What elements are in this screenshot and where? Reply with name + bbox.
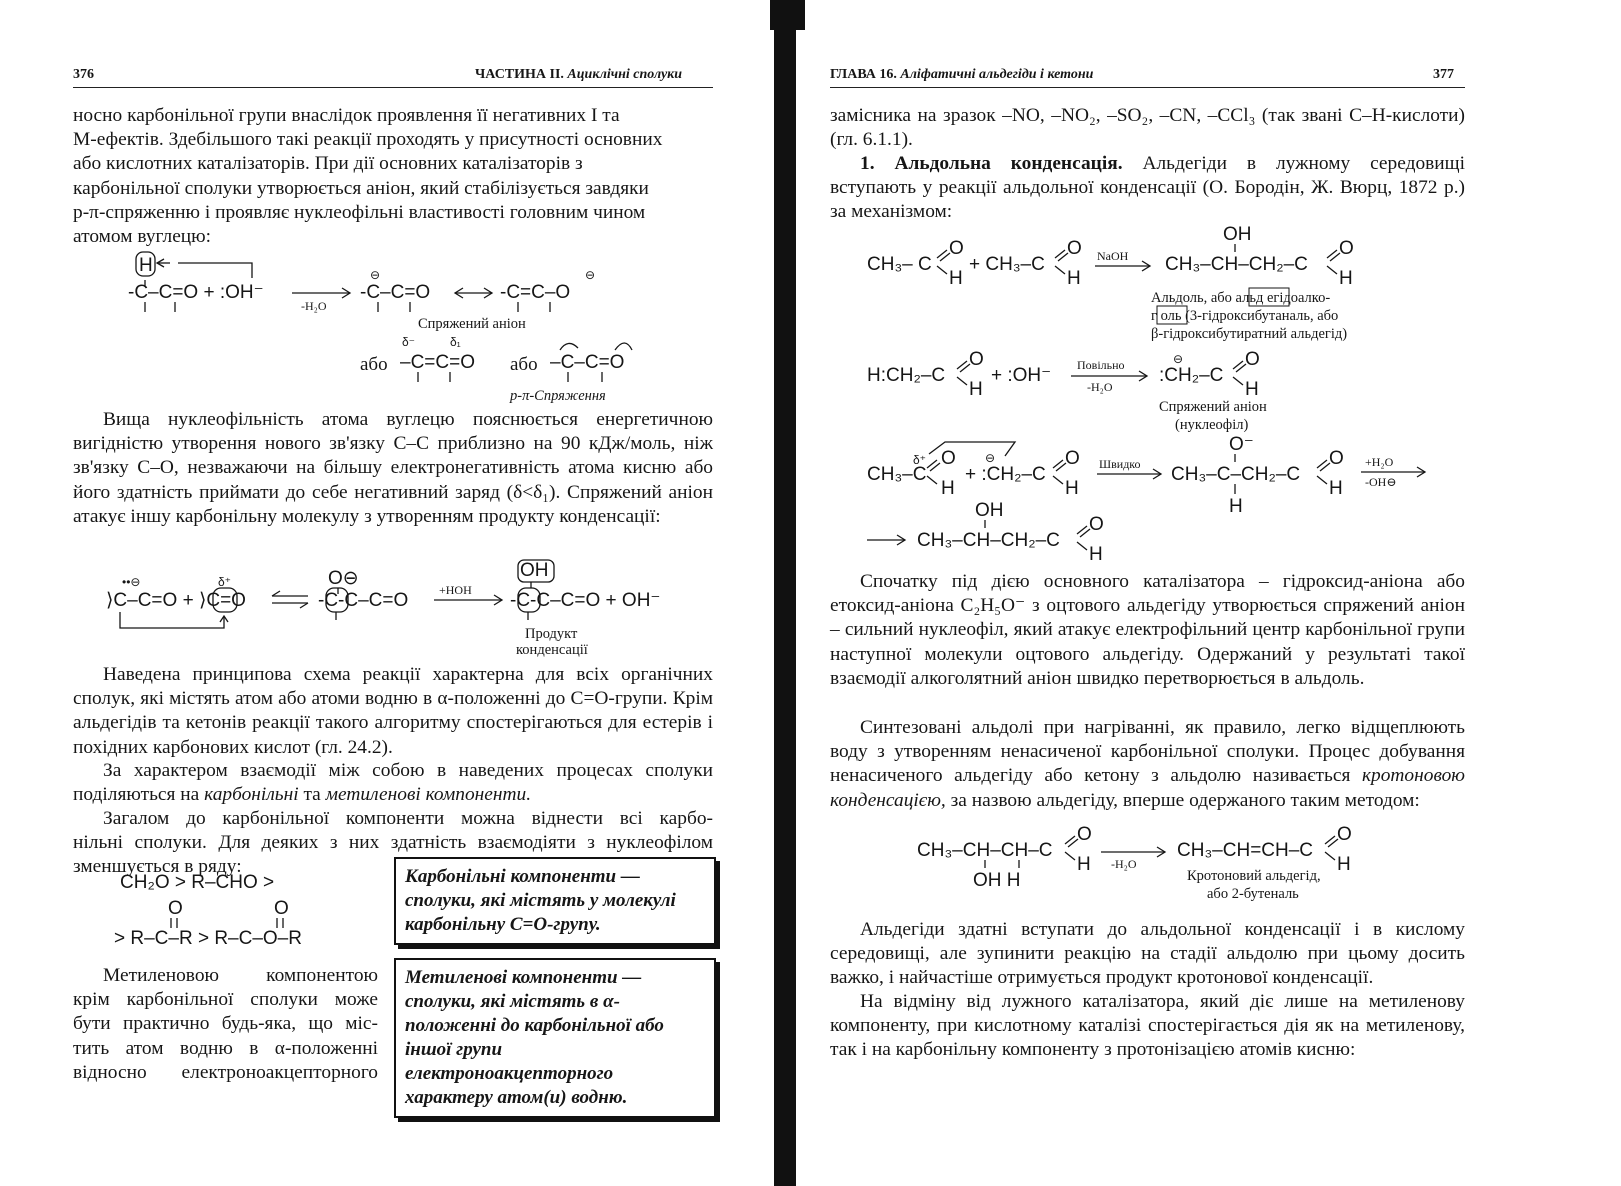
- caption-aldol-line3: β-гідроксибутиратний альдегід): [1151, 326, 1348, 342]
- svg-text:H: H: [139, 255, 153, 276]
- svg-text:–C=C=O: –C=C=O: [400, 352, 475, 373]
- svg-text:OH: OH: [1223, 224, 1252, 245]
- svg-text:H: H: [949, 268, 963, 289]
- svg-text:CH₃–CH–CH₂–C: CH₃–CH–CH₂–C: [1165, 254, 1308, 275]
- paragraph-scheme-note: [73, 663, 713, 760]
- svg-text:O: O: [969, 349, 984, 370]
- text-line: відносно електроноакцепторного: [73, 1061, 378, 1083]
- svg-text:-C-C–C=O + OH⁻: -C-C–C=O + OH⁻: [510, 590, 661, 611]
- paragraph-components: [73, 759, 713, 807]
- svg-text::CH₂–C: :CH₂–C: [1159, 365, 1224, 386]
- definition-text: Метиленові компоненти — сполуки, які містять в α-положенні до карбонільної або іншої групи електроноакцепторного характеру атом(и) водню.: [405, 967, 664, 1108]
- paragraph-text: За характером взаємодії між собою в наведених процесах сполуки поділяються на: [73, 760, 713, 806]
- svg-text:H: H: [941, 478, 955, 499]
- reagent-plus-water: +H₂O: [1365, 455, 1394, 469]
- svg-text:CH₃–CH=CH–C: CH₃–CH=CH–C: [1177, 840, 1314, 861]
- text-line: носно карбонільної групи внаслідок проявлення її негативних I та: [73, 105, 620, 126]
- svg-text:CH₃–C: CH₃–C: [867, 464, 927, 485]
- left-page: [0, 0, 770, 1186]
- svg-text:+ CH₃–C: + CH₃–C: [969, 254, 1045, 275]
- or-word: або: [360, 354, 388, 375]
- book-spine-shadow: [770, 0, 805, 1186]
- svg-text:δ₁: δ₁: [450, 335, 461, 349]
- text-line: Метиленовою компонентою: [103, 965, 378, 986]
- paragraph-nucleophilicity: [73, 408, 713, 529]
- reagent-label: -H₂O: [301, 299, 327, 313]
- svg-text:+ :CH₂–C: + :CH₂–C: [965, 464, 1046, 485]
- reagent-minus-hydroxide: -OH⊖: [1365, 475, 1397, 489]
- running-head-title: Аліфатичні альдегіди і кетони: [900, 67, 1094, 82]
- svg-text:H: H: [969, 379, 983, 400]
- definition-text: Карбонільні компоненти — сполуки, які містять у молекулі карбонільну C=O-групу.: [405, 866, 676, 935]
- svg-text:H: H: [1329, 478, 1343, 499]
- paragraph-methylene: [73, 964, 378, 1085]
- running-head-right: [830, 66, 1093, 84]
- caption-aldol-line1: Альдоль, або альд егідоалко-: [1151, 290, 1331, 306]
- svg-text:CH₃– C: CH₃– C: [867, 254, 932, 275]
- paragraph-crotonic: [830, 716, 1465, 813]
- svg-text:••⊖: ••⊖: [122, 575, 141, 589]
- svg-text:O⊖: O⊖: [328, 568, 359, 589]
- svg-text:⊖: ⊖: [985, 451, 996, 465]
- svg-text:O: O: [1337, 824, 1352, 845]
- svg-text:OH: OH: [520, 560, 549, 581]
- svg-text:CH₃–C–CH₂–C: CH₃–C–CH₂–C: [1171, 464, 1301, 485]
- svg-text:H: H: [1337, 854, 1351, 875]
- scheme-enolate-formation: [120, 250, 680, 410]
- paragraph-text: На відміну від лужного каталізатора, який діє лише на метиленову компоненту, при кислотному каталізі спостерігається дія як на метиленову, так і на карбонільну компоненту з протонізацією атомів кисню:: [830, 991, 1465, 1061]
- term-methylene: метиленові компоненти.: [325, 784, 532, 806]
- svg-text:H: H: [1077, 854, 1091, 875]
- text-line: карбонільної сполуки утворюється аніон, який стабілізується завдяки: [73, 177, 649, 199]
- caption-product-line2: конденсації: [516, 642, 588, 658]
- caption-crotonaldehyde: Кротоновий альдегід,: [1187, 868, 1321, 884]
- svg-text:H: H: [1089, 544, 1103, 565]
- svg-text:δ⁺: δ⁺: [218, 575, 232, 589]
- svg-text:H: H: [1339, 268, 1353, 289]
- svg-text:–C–C=O: –C–C=O: [550, 352, 625, 373]
- svg-text:H: H: [1065, 478, 1079, 499]
- svg-text:δ⁺: δ⁺: [913, 453, 927, 467]
- text-line: зменшується в ряду:: [73, 856, 242, 878]
- svg-text:O⁻: O⁻: [1229, 434, 1254, 455]
- header-rule: [830, 87, 1465, 88]
- svg-text:CH₃–CH–CH₂–C: CH₃–CH–CH₂–C: [917, 530, 1060, 551]
- svg-text:OH: OH: [975, 500, 1004, 521]
- paragraph-text: Синтезовані альдолі при нагріванні, як правило, легко відщеплюють воду з утворенням ненасиченої карбонільної сполуки. Процес добування ненасиченого альдегіду або кетону з альдолю називається: [830, 717, 1465, 787]
- text-line: p-π-спряженню і проявляє нуклеофільні властивості головним чином: [73, 201, 646, 223]
- paragraph-continued: [830, 104, 1465, 152]
- running-head-title: Ациклічні сполуки: [567, 67, 683, 82]
- svg-text:O: O: [949, 238, 964, 259]
- svg-text:⊖: ⊖: [370, 268, 381, 282]
- svg-text:H: H: [1245, 379, 1259, 400]
- svg-text:H: H: [1067, 268, 1081, 289]
- svg-text:O: O: [168, 898, 183, 919]
- paragraph-mechanism: [830, 570, 1465, 691]
- paragraph-text: замісника на зразок –NO, –NO₂, –SO₂, –CN, –CCl₃ (так звані C–H-кислоти) (гл. 6.1.1).: [830, 105, 1465, 151]
- svg-text:+ :OH⁻: + :OH⁻: [991, 365, 1052, 386]
- paragraph-acid-catalysis: [830, 990, 1465, 1063]
- svg-text:O: O: [1089, 514, 1104, 535]
- caption-conjugated-anion: Спряжений аніон: [1159, 399, 1267, 415]
- definition-box-methylene: [394, 958, 716, 1118]
- right-page: [805, 0, 1621, 1186]
- svg-text:O: O: [941, 448, 956, 469]
- running-head-part: ЧАСТИНА II.: [475, 67, 564, 82]
- caption-nucleophile: (нуклеофіл): [1175, 417, 1249, 433]
- reactivity-series: [110, 866, 380, 952]
- definition-box-carbonyl: [394, 857, 716, 945]
- svg-text:CH₃–CH–CH–C: CH₃–CH–CH–C: [917, 840, 1053, 861]
- paragraph-text: Наведена принципова схема реакції характерна для всіх органічних сполук, які містять атом або атоми водню в α-положенні до C=O-групи. Крім альдегідів та кетонів реакції такого алгоритму спостерігаються для естерів і похідних карбонових кислот (гл. 24.2).: [73, 664, 713, 758]
- reagent-hoh: +HOH: [439, 583, 472, 597]
- paragraph-text: Альдегіди в лужному середовищі вступають у реакції альдольної конденсації (О. Бородін, Ж. Вюрц, 1872 р.) за механізмом:: [830, 153, 1465, 223]
- running-head-part: ГЛАВА 16.: [830, 67, 897, 82]
- text-line: тить атом водню в α-положенні: [73, 1037, 378, 1059]
- svg-text:⟩C–C=O + ⟩C=O: ⟩C–C=O + ⟩C=O: [106, 590, 246, 611]
- caption-conjugated-anion: Спряжений аніон: [418, 316, 526, 332]
- series-line1: CH₂O > R–CHO >: [120, 872, 275, 893]
- paragraph-text: та: [303, 784, 321, 806]
- caption-product-line1: Продукт: [525, 626, 578, 642]
- scheme-condensation: [100, 556, 720, 662]
- svg-text:O: O: [274, 898, 289, 919]
- paragraph-acidic-aldol: [830, 918, 1465, 991]
- svg-text:δ⁻: δ⁻: [402, 335, 416, 349]
- svg-text:-C=C–O: -C=C–O: [500, 282, 571, 303]
- svg-text:H: H: [1229, 496, 1243, 517]
- reagent-naoh: NaOH: [1097, 249, 1129, 263]
- text-line: нільні сполуки. Для деяких з них здатність взаємодіяти з нуклеофілом: [73, 832, 713, 854]
- term-crotonic-condensation: кротоновою конденсацією,: [830, 765, 1465, 811]
- text-line: M-ефектів. Здебільшого такі реакції проходять у присутності основних: [73, 129, 663, 151]
- svg-text:⊖: ⊖: [585, 268, 596, 282]
- svg-text:O: O: [1065, 448, 1080, 469]
- paragraph-text: Вища нуклеофільність атома вуглецю пояснюється енергетичною вигідністю утворення нового зв'язку C–C приблизно на 90 кДж/моль, ніж зв'язку C–O, незважаючи на більшу електронегативність атома кисню або його здатність приймати до себе негативний заряд (δ<δ₁). Спряжений аніон атакує іншу карбонільну молекулу з утворенням продукту конденсації:: [73, 409, 713, 527]
- scheme-step1-enolate: [865, 345, 1465, 437]
- text-line: атомом вуглецю:: [73, 226, 212, 248]
- page-number-left: 376: [73, 67, 94, 82]
- caption-p-pi-conjugation: p-π-Спряження: [510, 388, 606, 404]
- reagent-slowly: Повільно: [1077, 358, 1125, 372]
- reagent-dehydration: -H₂O: [1111, 857, 1137, 871]
- series-line2: > R–C–R > R–C–O–R: [114, 928, 302, 949]
- svg-text:O: O: [1067, 238, 1082, 259]
- reagent-minus-water: -H₂O: [1087, 380, 1113, 394]
- caption-aldol-line2: г оль (3-гідроксибутаналь, або: [1151, 308, 1339, 324]
- svg-text:H:CH₂–C: H:CH₂–C: [867, 365, 946, 386]
- caption-2-butenal: або 2-бутеналь: [1207, 886, 1299, 902]
- paragraph-text: Спочатку під дією основного каталізатора – гідроксид-аніона або етоксид-аніона C₂H₅O⁻ з оцтового альдегіду утворюється спряжений аніон – сильний нуклеофіл, який атакує електрофільний центр карбонільної групи наступної молекули оцтового альдегіду. Одержаний у результаті такої взаємодії алкоголятний аніон швидко перетворюється в альдоль.: [830, 571, 1465, 689]
- svg-text:⊖: ⊖: [1173, 352, 1184, 366]
- svg-text:-C–C=O: -C–C=O: [360, 282, 431, 303]
- scheme-aldol-overall: [865, 222, 1465, 347]
- svg-text:O: O: [1329, 448, 1344, 469]
- paragraph-text: Альдегіди здатні вступати до альдольної конденсації і в кислому середовищі, але зупинити реакцію на стадії альдолю при цьому досить важко, і найчастіше отримується продукт кротонової конденсації.: [830, 919, 1465, 989]
- paragraph-aldol-intro: [830, 152, 1465, 225]
- scheme-step2-addition: [865, 432, 1475, 567]
- page-number-right: 377: [1433, 67, 1454, 82]
- text-line: крім карбонільної сполуки може: [73, 989, 378, 1011]
- svg-text:-C–C=O + :OH⁻: -C–C=O + :OH⁻: [128, 282, 264, 303]
- svg-text:O: O: [1245, 349, 1260, 370]
- text-line: бути практично будь-яка, що міс-: [73, 1013, 378, 1035]
- running-head-left: [475, 66, 682, 84]
- svg-text:O: O: [1077, 824, 1092, 845]
- svg-text:O: O: [1339, 238, 1354, 259]
- svg-text:-C-C–C=O: -C-C–C=O: [318, 590, 409, 611]
- text-line: Загалом до карбонільної компоненти можна віднести всі карбо-: [103, 808, 713, 829]
- or-word-2: або: [510, 354, 538, 375]
- header-rule: [73, 87, 713, 88]
- section-heading: 1. Альдольна конденсація.: [860, 153, 1123, 174]
- text-line: або кислотних каталізаторів. При дії основних каталізаторів з: [73, 153, 583, 175]
- term-carbonyl: карбонільні: [204, 784, 299, 806]
- paragraph-continued: [73, 104, 713, 249]
- paragraph-text: за назвою альдегіду, вперше одержаного таким методом:: [950, 789, 1420, 811]
- scheme-crotonic-condensation: [915, 822, 1435, 906]
- reagent-fast: Швидко: [1099, 457, 1141, 471]
- svg-text:OH H: OH H: [973, 870, 1021, 891]
